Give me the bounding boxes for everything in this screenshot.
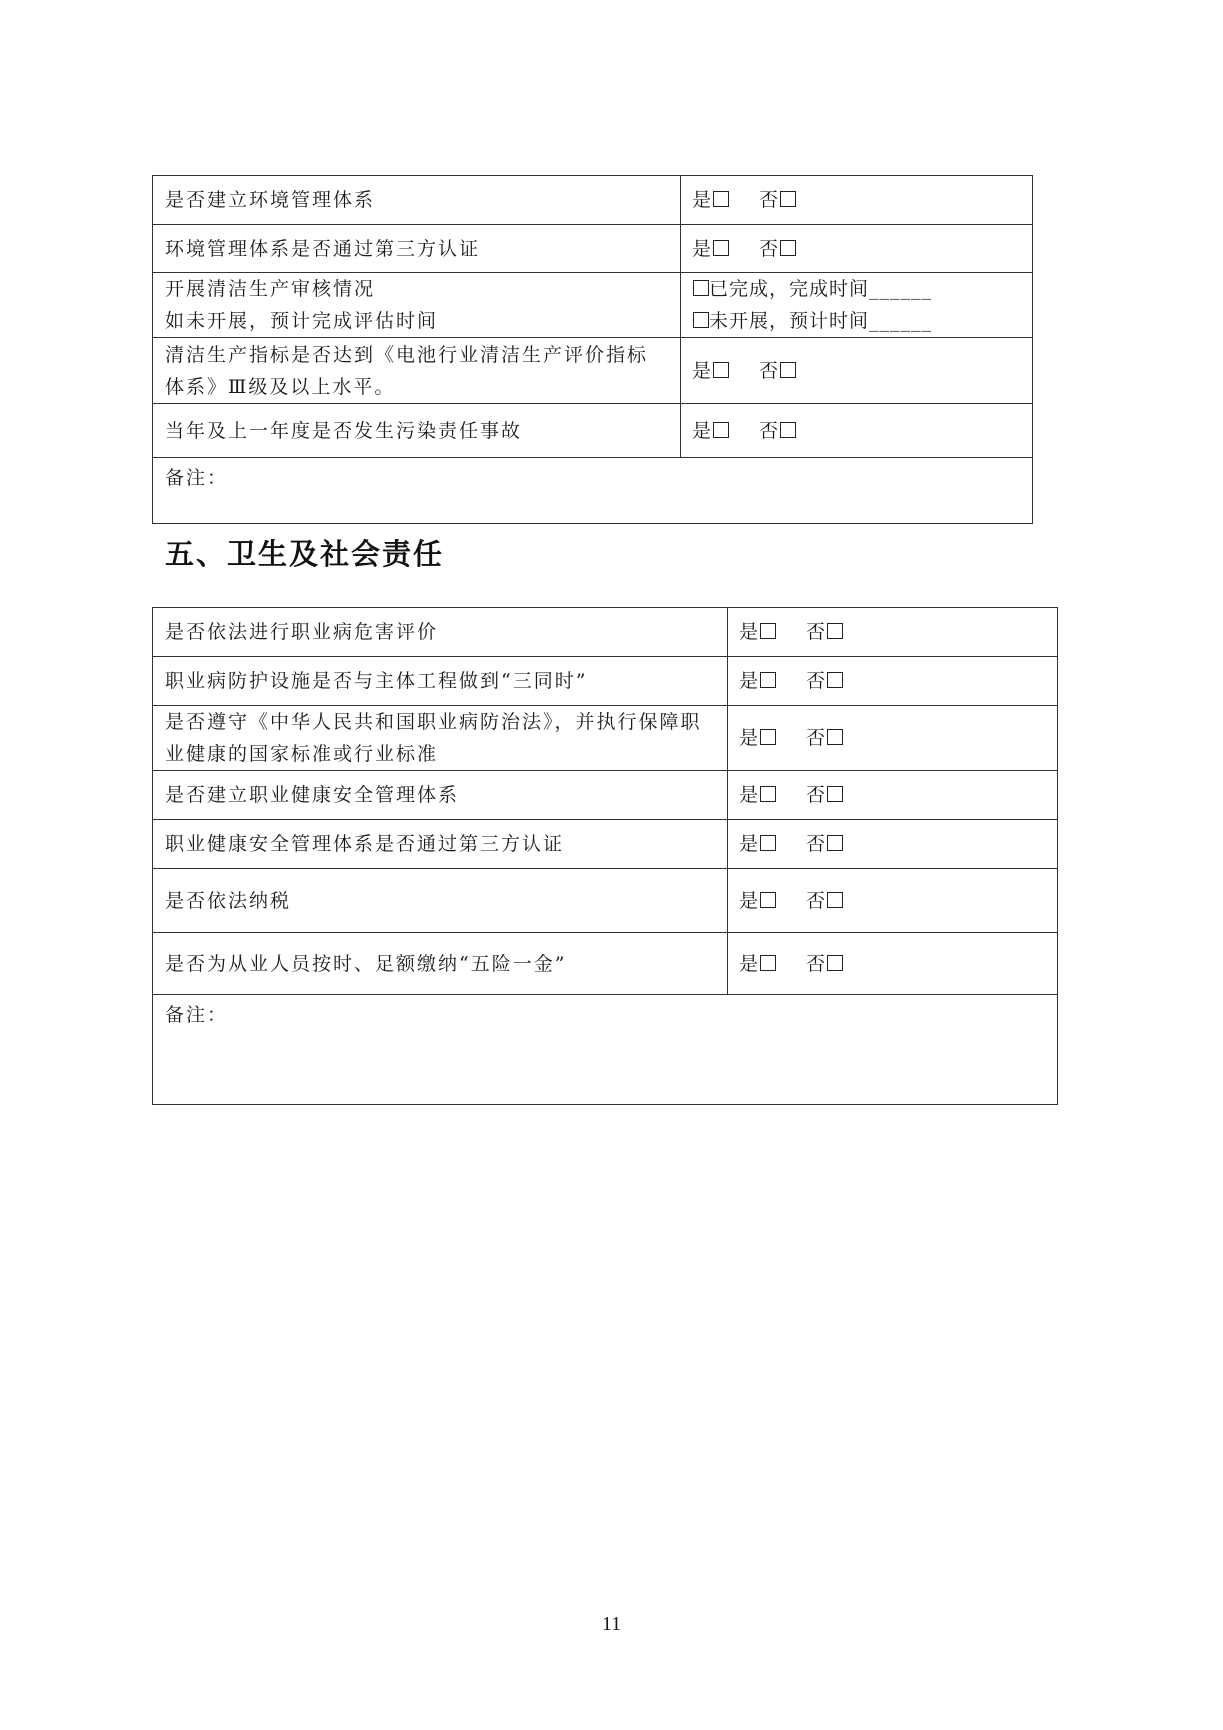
no-checkbox[interactable] bbox=[780, 422, 796, 438]
not-started-checkbox[interactable] bbox=[693, 312, 709, 328]
yes-no-options bbox=[728, 706, 1058, 771]
completed-checkbox[interactable] bbox=[693, 280, 709, 296]
no-checkbox[interactable] bbox=[780, 240, 796, 256]
remarks-field[interactable] bbox=[153, 995, 1058, 1105]
row-label bbox=[153, 706, 728, 771]
no-label: 否 bbox=[759, 237, 780, 260]
row-label: 是否依法进行职业病危害评价 bbox=[153, 608, 728, 657]
yes-no-options bbox=[681, 225, 1033, 273]
option-completed bbox=[692, 273, 1032, 305]
table-row bbox=[153, 869, 1058, 933]
no-label: 否 bbox=[806, 833, 827, 855]
no-label: 否 bbox=[806, 889, 827, 912]
row-label bbox=[153, 338, 681, 404]
no-label: 否 bbox=[806, 952, 827, 975]
yes-label: 是 bbox=[692, 419, 713, 442]
table-row bbox=[153, 933, 1058, 995]
yes-label: 是 bbox=[739, 621, 760, 643]
table-row bbox=[153, 273, 1033, 338]
yes-checkbox[interactable] bbox=[713, 422, 729, 438]
yes-checkbox[interactable] bbox=[760, 623, 776, 639]
row-label bbox=[153, 273, 681, 338]
row-label-line: 清洁生产指标是否达到《电池行业清洁生产评价指标 bbox=[165, 343, 649, 366]
section-heading: 五、卫生及社会责任 bbox=[165, 537, 445, 571]
yes-checkbox[interactable] bbox=[760, 955, 776, 971]
row-label: 是否建立环境管理体系 bbox=[153, 176, 681, 225]
yes-checkbox[interactable] bbox=[713, 362, 729, 378]
row-label-line: 是否遵守《中华人民共和国职业病防治法》，并执行保障职 bbox=[165, 711, 702, 733]
no-checkbox[interactable] bbox=[827, 892, 843, 908]
yes-checkbox[interactable] bbox=[760, 892, 776, 908]
no-checkbox[interactable] bbox=[827, 672, 843, 688]
yes-label: 是 bbox=[739, 727, 760, 749]
yes-label: 是 bbox=[739, 670, 760, 692]
yes-no-options bbox=[681, 338, 1033, 404]
table-row bbox=[153, 608, 1058, 657]
yes-label: 是 bbox=[739, 784, 760, 806]
page-number: 11 bbox=[601, 1613, 622, 1635]
remarks-field[interactable] bbox=[153, 458, 1033, 524]
yes-checkbox[interactable] bbox=[760, 672, 776, 688]
yes-checkbox[interactable] bbox=[760, 786, 776, 802]
completed-label: 已完成，完成时间______ bbox=[709, 278, 933, 300]
no-label: 否 bbox=[806, 670, 827, 692]
no-checkbox[interactable] bbox=[827, 623, 843, 639]
yes-no-options bbox=[681, 176, 1033, 225]
yes-no-options bbox=[728, 820, 1058, 869]
not-started-label: 未开展，预计时间______ bbox=[709, 310, 933, 332]
table-row bbox=[153, 404, 1033, 458]
yes-label: 是 bbox=[692, 237, 713, 260]
row-label: 是否为从业人员按时、足额缴纳“五险一金” bbox=[153, 933, 728, 995]
row-label: 是否依法纳税 bbox=[153, 869, 728, 933]
environment-table bbox=[152, 175, 1033, 524]
yes-no-options bbox=[728, 608, 1058, 657]
row-label-line: 开展清洁生产审核情况 bbox=[165, 278, 376, 300]
no-checkbox[interactable] bbox=[780, 191, 796, 207]
no-label: 否 bbox=[806, 621, 827, 643]
yes-label: 是 bbox=[692, 189, 713, 211]
no-label: 否 bbox=[759, 359, 780, 382]
row-label: 环境管理体系是否通过第三方认证 bbox=[153, 225, 681, 273]
no-label: 否 bbox=[759, 189, 780, 211]
yes-no-options bbox=[728, 771, 1058, 820]
yes-no-options bbox=[681, 404, 1033, 458]
row-label: 当年及上一年度是否发生污染责任事故 bbox=[153, 404, 681, 458]
table-row bbox=[153, 706, 1058, 771]
yes-checkbox[interactable] bbox=[713, 240, 729, 256]
yes-no-options bbox=[728, 657, 1058, 706]
yes-checkbox[interactable] bbox=[760, 729, 776, 745]
no-label: 否 bbox=[806, 784, 827, 806]
remarks-row bbox=[153, 458, 1033, 524]
no-checkbox[interactable] bbox=[827, 729, 843, 745]
table-row bbox=[153, 657, 1058, 706]
no-label: 否 bbox=[806, 727, 827, 749]
row-label-line: 如未开展，预计完成评估时间 bbox=[165, 310, 439, 332]
table-row bbox=[153, 176, 1033, 225]
yes-no-options bbox=[728, 869, 1058, 933]
no-checkbox[interactable] bbox=[827, 955, 843, 971]
row-label-line: 体系》Ⅲ级及以上水平。 bbox=[165, 375, 396, 398]
yes-no-options bbox=[728, 933, 1058, 995]
remarks-label: 备注： bbox=[165, 467, 229, 489]
table-row bbox=[153, 338, 1033, 404]
yes-checkbox[interactable] bbox=[760, 835, 776, 851]
table-row bbox=[153, 225, 1033, 273]
option-not-started bbox=[692, 305, 1032, 337]
table-row bbox=[153, 771, 1058, 820]
audit-options bbox=[681, 273, 1033, 338]
remarks-label: 备注： bbox=[165, 1004, 229, 1026]
no-checkbox[interactable] bbox=[827, 835, 843, 851]
row-label-line: 业健康的国家标准或行业标准 bbox=[165, 743, 439, 765]
yes-label: 是 bbox=[739, 833, 760, 855]
row-label: 职业病防护设施是否与主体工程做到“三同时” bbox=[153, 657, 728, 706]
remarks-row bbox=[153, 995, 1058, 1105]
row-label: 职业健康安全管理体系是否通过第三方认证 bbox=[153, 820, 728, 869]
health-social-table bbox=[152, 607, 1058, 1105]
yes-checkbox[interactable] bbox=[713, 191, 729, 207]
yes-label: 是 bbox=[692, 359, 713, 382]
yes-label: 是 bbox=[739, 952, 760, 975]
no-label: 否 bbox=[759, 419, 780, 442]
no-checkbox[interactable] bbox=[780, 362, 796, 378]
yes-label: 是 bbox=[739, 889, 760, 912]
row-label: 是否建立职业健康安全管理体系 bbox=[153, 771, 728, 820]
no-checkbox[interactable] bbox=[827, 786, 843, 802]
table-row bbox=[153, 820, 1058, 869]
